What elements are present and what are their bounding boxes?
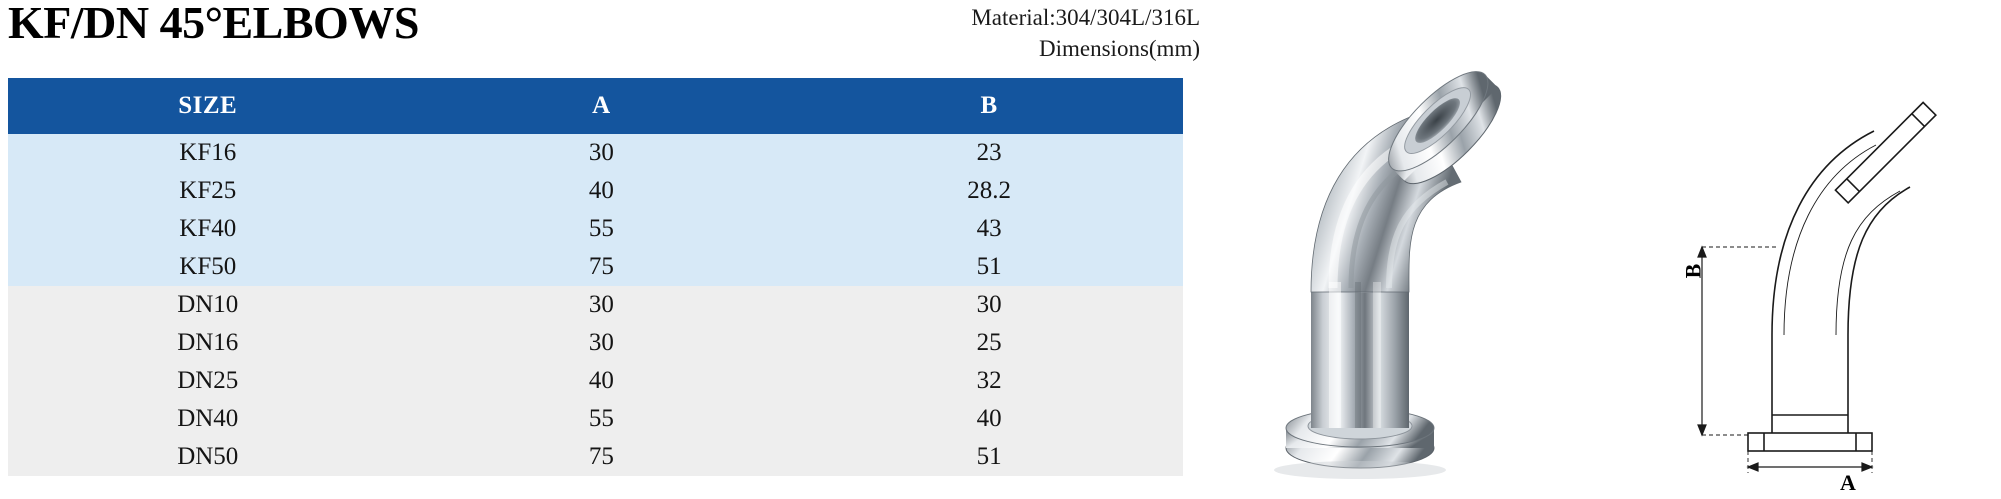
cell-a: 30 <box>408 134 796 172</box>
cell-a: 75 <box>408 248 796 286</box>
cell-b: 28.2 <box>795 172 1183 210</box>
cell-a: 55 <box>408 400 796 438</box>
cell-b: 43 <box>795 210 1183 248</box>
dimension-label-b: B <box>1680 263 1706 279</box>
spec-table-wrapper <box>8 78 1183 476</box>
page-title: KF/DN 45°ELBOWS <box>8 0 419 48</box>
column-header-a: A <box>408 78 796 134</box>
table-body <box>8 134 1183 476</box>
cell-size: DN16 <box>8 324 408 362</box>
table-row <box>8 172 1183 210</box>
cell-b: 32 <box>795 362 1183 400</box>
cell-size: DN40 <box>8 400 408 438</box>
cell-b: 40 <box>795 400 1183 438</box>
cell-size: KF40 <box>8 210 408 248</box>
cell-size: KF25 <box>8 172 408 210</box>
cell-size: DN50 <box>8 438 408 476</box>
cell-b: 30 <box>795 286 1183 324</box>
dimensions-note: Dimensions(mm) <box>1039 36 1200 61</box>
cell-size: DN10 <box>8 286 408 324</box>
column-header-b: B <box>795 78 1183 134</box>
table-row <box>8 248 1183 286</box>
table-row <box>8 324 1183 362</box>
product-photo <box>1255 30 1585 490</box>
cell-a: 30 <box>408 324 796 362</box>
elbow-photo-illustration <box>1255 30 1585 490</box>
cell-b: 51 <box>795 438 1183 476</box>
column-header-size: SIZE <box>8 78 408 134</box>
cell-a: 40 <box>408 362 796 400</box>
technical-drawing <box>1660 35 1990 490</box>
cell-size: KF50 <box>8 248 408 286</box>
elbow-line-drawing <box>1660 35 1990 490</box>
table-row <box>8 286 1183 324</box>
spec-table <box>8 78 1183 476</box>
cell-size: DN25 <box>8 362 408 400</box>
cell-b: 25 <box>795 324 1183 362</box>
table-row <box>8 134 1183 172</box>
table-row <box>8 400 1183 438</box>
notes-block <box>600 2 1200 64</box>
table-row <box>8 438 1183 476</box>
cell-b: 23 <box>795 134 1183 172</box>
cell-a: 40 <box>408 172 796 210</box>
dimension-label-a: A <box>1840 470 1856 495</box>
cell-a: 55 <box>408 210 796 248</box>
cell-a: 30 <box>408 286 796 324</box>
cell-size: KF16 <box>8 134 408 172</box>
table-row <box>8 362 1183 400</box>
table-header-row <box>8 78 1183 134</box>
cell-a: 75 <box>408 438 796 476</box>
material-note: Material:304/304L/316L <box>971 5 1200 30</box>
table-row <box>8 210 1183 248</box>
cell-b: 51 <box>795 248 1183 286</box>
